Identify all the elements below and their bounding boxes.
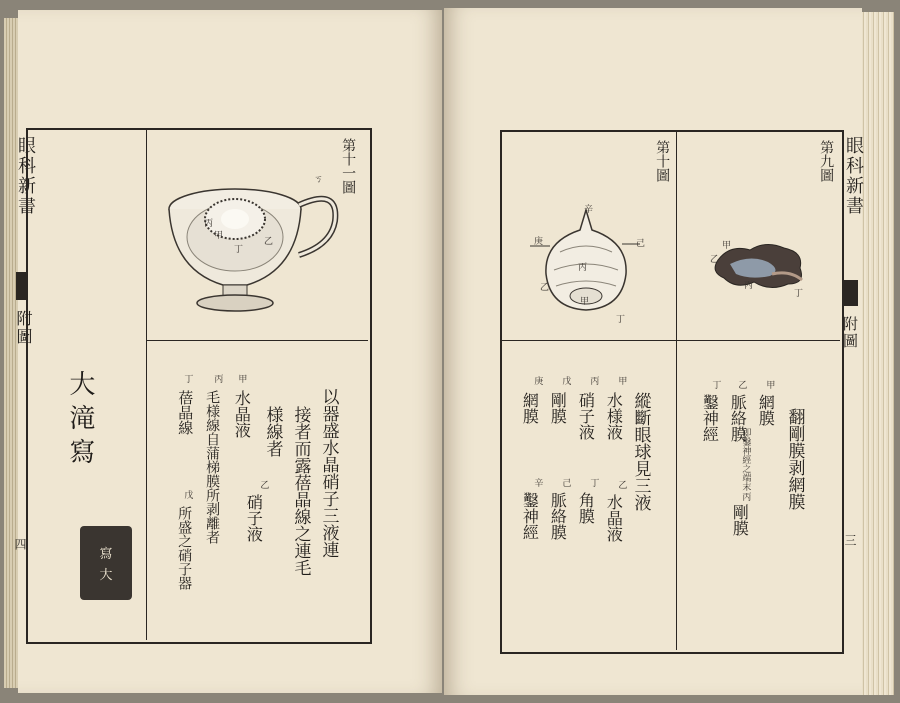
fig10-item-xin-mark: 辛 bbox=[532, 478, 543, 487]
right-side-sub: 附圖 bbox=[841, 316, 859, 350]
fig10-label-bing: 丙 bbox=[578, 263, 588, 273]
right-side-number: 三 bbox=[843, 534, 857, 548]
item-ding: 蓓晶線 bbox=[176, 390, 195, 435]
fig10-item-ding: 角膜 bbox=[576, 492, 596, 524]
cup-label-bing: 丙 bbox=[204, 219, 214, 229]
left-frame-divider bbox=[146, 130, 147, 640]
fig9-item-bing: 剛膜 bbox=[730, 504, 750, 536]
fig10-item-ding-mark: 丁 bbox=[588, 478, 599, 487]
fig9-caption: 翻剛膜剥網膜 bbox=[784, 408, 805, 510]
left-side-number: 四 bbox=[13, 538, 27, 552]
fig10-label-ji: 己 bbox=[636, 239, 646, 249]
fig9-item-ding: 鑿神經 bbox=[700, 394, 720, 442]
fig10-item-ji-mark: 己 bbox=[560, 478, 571, 487]
fig10-title: 第十圖 bbox=[654, 140, 671, 182]
glass-cup-illustration bbox=[163, 175, 343, 325]
item-bing: 毛様線自蒲梯膜所剥離者 bbox=[204, 390, 221, 544]
item-ding-mark: 丁 bbox=[182, 374, 193, 383]
fig9-label-yi: 乙 bbox=[710, 255, 720, 265]
fig11-corner-mark: ㄎ bbox=[314, 175, 324, 185]
fig11-caption-col3: 様線者 bbox=[262, 406, 283, 457]
item-yi: 硝子液 bbox=[244, 494, 264, 542]
fig9-label-jia: 甲 bbox=[722, 241, 732, 251]
right-frame-hdivider bbox=[502, 340, 840, 341]
fig10-label-xin: 辛 bbox=[584, 205, 594, 215]
author-seal bbox=[80, 526, 132, 600]
item-jia-mark: 甲 bbox=[236, 374, 247, 383]
item-jia: 水晶液 bbox=[232, 390, 252, 438]
fig11-caption-col2: 接者而露蓓晶線之連毛 bbox=[290, 406, 311, 576]
seal-char-1: 寫 bbox=[99, 547, 113, 562]
fig10-label-geng: 庚 bbox=[534, 237, 544, 247]
seal-char-2: 大 bbox=[99, 568, 113, 583]
cup-label-jia: 甲 bbox=[214, 231, 224, 241]
fig10-label-yi: 乙 bbox=[540, 283, 550, 293]
fig10-item-geng: 網膜 bbox=[520, 392, 540, 424]
right-side-title: 眼科新書 bbox=[843, 136, 864, 216]
item-wu-mark: 戊 bbox=[182, 490, 193, 499]
fig10-item-yi-mark: 乙 bbox=[616, 480, 627, 489]
item-yi-mark: 乙 bbox=[258, 480, 269, 489]
right-side-tab bbox=[844, 280, 858, 306]
fig9-item-yi-mark: 乙 bbox=[736, 380, 747, 389]
left-side-title: 眼科新書 bbox=[15, 136, 36, 216]
item-bing-mark: 丙 bbox=[212, 374, 223, 383]
fig10-item-ji: 脈絡膜 bbox=[548, 492, 568, 540]
author-name: 大滝寫 bbox=[64, 370, 95, 472]
fig10-item-xin: 鑿神經 bbox=[520, 492, 540, 540]
fig10-item-wu: 剛膜 bbox=[548, 392, 568, 424]
fig10-item-yi: 水晶液 bbox=[604, 494, 624, 542]
fig10-item-geng-mark: 庚 bbox=[532, 376, 543, 385]
fig11-caption-col1: 以器盛水晶硝子三液連 bbox=[318, 388, 339, 558]
fig9-label-bing: 丙 bbox=[744, 281, 754, 291]
fig9-label-ding: 丁 bbox=[794, 289, 804, 299]
fig9-title: 第九圖 bbox=[818, 140, 835, 182]
fig11-title: 第十一圖 bbox=[340, 138, 357, 194]
fig9-item-bing-mark: 丙 bbox=[740, 492, 751, 501]
fig10-caption: 縱斷眼球見三液 bbox=[630, 392, 651, 511]
left-side-sub: 附圖 bbox=[14, 310, 33, 346]
fig9-item-jia-note: 即鑿神經之端末 bbox=[740, 428, 751, 491]
fig9-item-jia: 網膜 bbox=[756, 394, 776, 426]
cup-label-yi: 乙 bbox=[264, 237, 274, 247]
left-frame-hdivider bbox=[146, 340, 368, 341]
item-wu: 所盛之硝子器 bbox=[176, 506, 193, 590]
fig10-item-bing-mark: 丙 bbox=[588, 376, 599, 385]
fig10-item-jia: 水様液 bbox=[604, 392, 624, 440]
right-frame-divider bbox=[676, 132, 677, 650]
fig10-label-jia: 甲 bbox=[580, 297, 590, 307]
fig9-item-ding-mark: 丁 bbox=[710, 380, 721, 389]
fig10-item-bing: 硝子液 bbox=[576, 392, 596, 440]
right-page bbox=[444, 8, 862, 695]
fig10-item-jia-mark: 甲 bbox=[616, 376, 627, 385]
fig9-item-jia-mark: 甲 bbox=[764, 380, 775, 389]
left-page bbox=[13, 10, 442, 693]
fig10-item-wu-mark: 戊 bbox=[560, 376, 571, 385]
fig9-item-yi: 脈絡膜 bbox=[728, 394, 748, 442]
fig10-label-ding: 丁 bbox=[616, 315, 626, 325]
cup-label-ding: 丁 bbox=[234, 245, 244, 255]
